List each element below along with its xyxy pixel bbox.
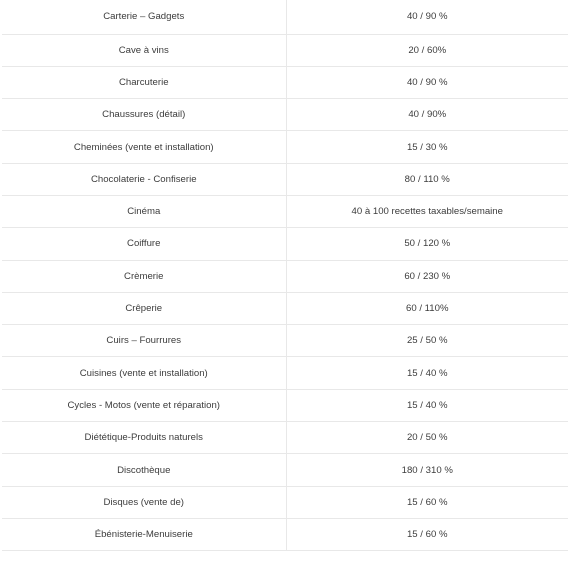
activity-cell: Charcuterie xyxy=(2,66,286,98)
table-row xyxy=(2,454,568,486)
activity-cell: Chocolaterie - Confiserie xyxy=(2,163,286,195)
table-row xyxy=(2,99,568,131)
table-row xyxy=(2,260,568,292)
rate-cell: 60 / 110% xyxy=(286,292,568,324)
activity-cell: Coiffure xyxy=(2,228,286,260)
activity-cell: Crêperie xyxy=(2,292,286,324)
rate-cell: 40 à 100 recettes taxables/semaine xyxy=(286,195,568,227)
table-row xyxy=(2,292,568,324)
rate-cell: 80 / 110 % xyxy=(286,163,568,195)
activity-cell: Carterie – Gadgets xyxy=(2,0,286,34)
activity-cell: Ébénisterie-Menuiserie xyxy=(2,518,286,550)
activity-cell: Cuirs – Fourrures xyxy=(2,325,286,357)
table-row xyxy=(2,195,568,227)
rate-cell: 15 / 40 % xyxy=(286,357,568,389)
rate-cell: 15 / 60 % xyxy=(286,486,568,518)
rate-cell: 20 / 60% xyxy=(286,34,568,66)
activity-cell: Crèmerie xyxy=(2,260,286,292)
rates-table-body xyxy=(2,0,568,551)
activity-cell: Cuisines (vente et installation) xyxy=(2,357,286,389)
activity-cell: Disques (vente de) xyxy=(2,486,286,518)
table-row xyxy=(2,66,568,98)
activity-cell: Cycles - Motos (vente et réparation) xyxy=(2,389,286,421)
rate-cell: 60 / 230 % xyxy=(286,260,568,292)
rate-cell: 180 / 310 % xyxy=(286,454,568,486)
rate-cell: 25 / 50 % xyxy=(286,325,568,357)
rate-cell: 40 / 90 % xyxy=(286,0,568,34)
rate-cell: 15 / 40 % xyxy=(286,389,568,421)
rate-cell: 15 / 60 % xyxy=(286,518,568,550)
rate-cell: 15 / 30 % xyxy=(286,131,568,163)
table-row xyxy=(2,131,568,163)
table-row xyxy=(2,486,568,518)
table-row xyxy=(2,518,568,550)
table-row xyxy=(2,389,568,421)
activity-cell: Discothèque xyxy=(2,454,286,486)
table-row xyxy=(2,0,568,34)
table-row xyxy=(2,34,568,66)
activity-cell: Diététique-Produits naturels xyxy=(2,422,286,454)
activity-cell: Cave à vins xyxy=(2,34,286,66)
table-row xyxy=(2,325,568,357)
rate-cell: 50 / 120 % xyxy=(286,228,568,260)
activity-cell: Cinéma xyxy=(2,195,286,227)
table-row xyxy=(2,163,568,195)
activity-cell: Cheminées (vente et installation) xyxy=(2,131,286,163)
rate-cell: 40 / 90% xyxy=(286,99,568,131)
table-row xyxy=(2,228,568,260)
rates-table xyxy=(2,0,568,551)
table-row xyxy=(2,357,568,389)
activity-cell: Chaussures (détail) xyxy=(2,99,286,131)
rates-table-container xyxy=(2,0,568,551)
table-row xyxy=(2,422,568,454)
rate-cell: 40 / 90 % xyxy=(286,66,568,98)
rate-cell: 20 / 50 % xyxy=(286,422,568,454)
